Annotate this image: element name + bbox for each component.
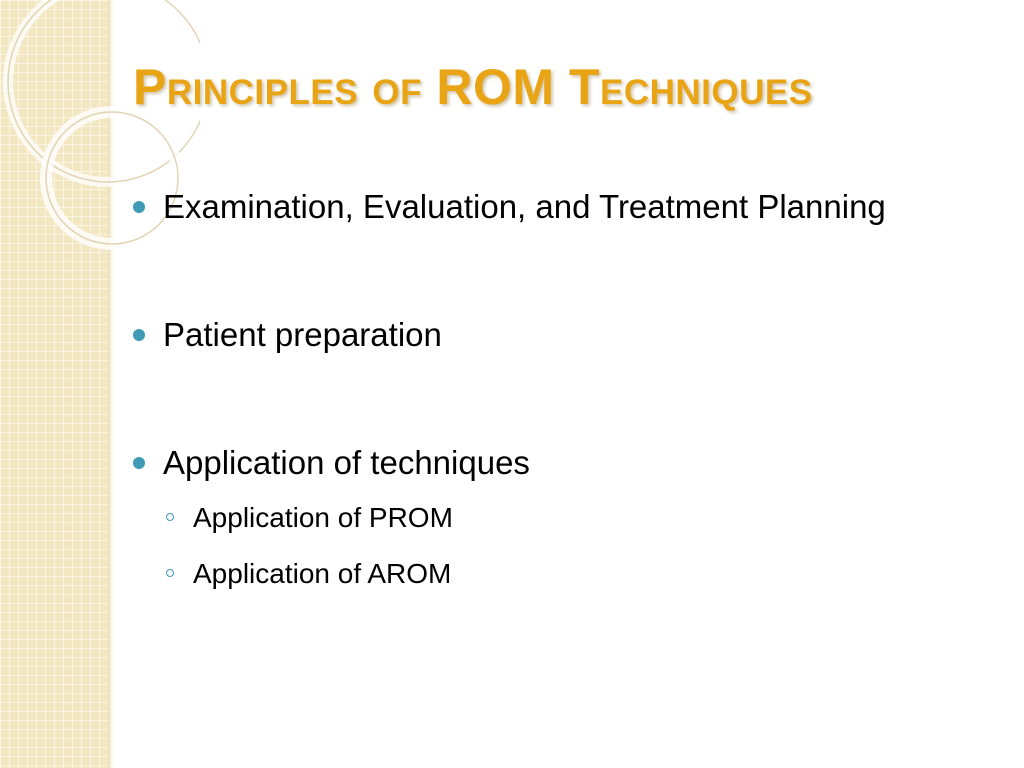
sub-bullet-circle-icon bbox=[166, 569, 174, 577]
bullet-item bbox=[133, 310, 993, 360]
bullet-text: Examination, Evaluation, and Treatment Planning bbox=[163, 188, 886, 225]
bullet-item bbox=[133, 182, 993, 232]
bullet-item bbox=[133, 438, 993, 488]
sub-bullet-item bbox=[133, 554, 993, 594]
bullet-dot-icon bbox=[133, 457, 145, 469]
bullet-text: Application of techniques bbox=[163, 444, 530, 481]
bullet-text: Patient preparation bbox=[163, 316, 442, 353]
sub-bullet-circle-icon bbox=[166, 513, 174, 521]
slide-title: Principles of ROM Techniques bbox=[133, 59, 813, 115]
sub-bullet-text: Application of PROM bbox=[193, 502, 453, 533]
sub-bullet-item bbox=[133, 498, 993, 538]
bullet-dot-icon bbox=[133, 329, 145, 341]
bullet-list bbox=[133, 182, 993, 594]
bullet-dot-icon bbox=[133, 201, 145, 213]
sub-bullet-text: Application of AROM bbox=[193, 558, 452, 589]
